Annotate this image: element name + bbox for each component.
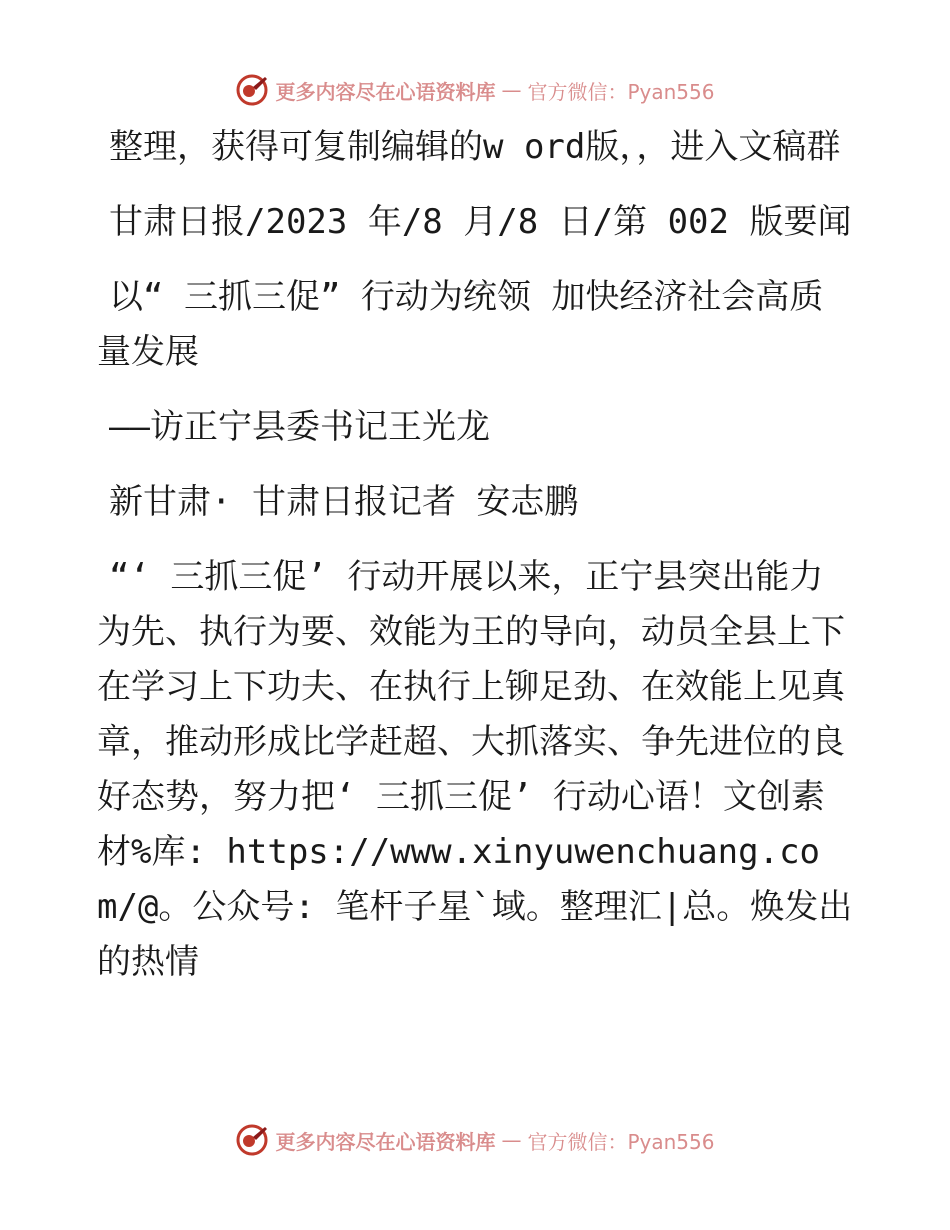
header-banner	[0, 70, 950, 110]
red-brush-logo-icon	[235, 1123, 269, 1157]
article-title: 以“ 三抓三促” 行动为统领 加快经济社会高质量发展	[97, 277, 824, 372]
paragraph-source: 甘肃日报/2023 年/8 月/8 日/第 002 版要闻	[109, 202, 852, 242]
paragraph-intro: 整理，获得可复制编辑的w ord版，，进入文稿群	[109, 127, 841, 167]
banner-text: 更多内容尽在心语资料库	[275, 79, 496, 104]
article-byline: 新甘肃· 甘肃日报记者 安志鹏	[109, 482, 579, 522]
banner-contact: 官方微信：Pyan556	[527, 79, 715, 104]
banner-dash: —	[501, 1128, 522, 1152]
banner-dash: —	[501, 78, 522, 102]
red-brush-logo-icon	[235, 73, 269, 107]
document-body	[97, 120, 857, 1010]
footer-banner	[0, 1120, 950, 1160]
banner-contact: 官方微信：Pyan556	[527, 1129, 715, 1154]
article-body: “‘ 三抓三促’ 行动开展以来，正宁县突出能力为先、执行为要、效能为王的导向，动员全县上下在学习上下功夫、在执行上铆足劲、在效能上见真章，推动形成比学赶超、大抓落实、争先进位的良好态势，努力把‘ 三抓三促’ 行动心语！文创素材%库: https://www.xinyuwenchuang.com/@。公众号: 笔杆子星`域。整理汇|总。焕发出的热情	[97, 557, 853, 982]
banner-text: 更多内容尽在心语资料库	[275, 1129, 496, 1154]
article-subtitle: ——访正宁县委书记王光龙	[109, 407, 490, 447]
